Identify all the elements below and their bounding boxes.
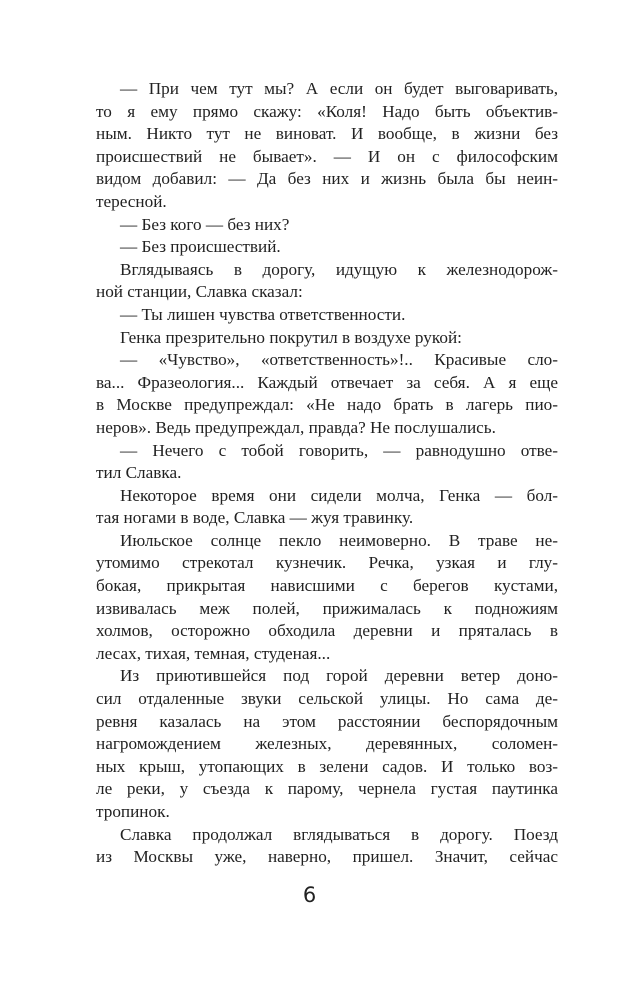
text-line: тая ногами в воде, Славка — жуя травинку.: [96, 508, 414, 528]
page-number: 6: [302, 883, 317, 907]
paragraph: [96, 214, 558, 237]
text-line: — При чем тут мы? А если он будет выговаривать,: [120, 79, 558, 98]
paragraph: [96, 259, 558, 304]
paragraph: [96, 327, 558, 350]
text-line: неров». Ведь предупреждал, правда? Не послушались.: [96, 417, 496, 437]
text-line: сил отдаленные звуки сельской улицы. Но сама де-: [96, 689, 558, 709]
paragraph: [96, 236, 558, 259]
text-line: тропинок.: [96, 802, 170, 821]
text-line: — Нечего с тобой говорить, — равнодушно отве-: [120, 440, 558, 460]
text-line: происшествий не бывает». — И он с философским: [96, 146, 558, 166]
text-line: тересной.: [96, 191, 167, 211]
text-line: — «Чувство», «ответственность»!.. Красивые сло-: [120, 350, 558, 370]
text-line: видом добавил: — Да без них и жизнь была бы неин-: [96, 169, 558, 189]
paragraph: [96, 530, 558, 666]
text-line: холмов, осторожно обходила деревни и пряталась в: [96, 621, 558, 641]
paragraph: [96, 485, 558, 530]
text-line: ва... Фразеология... Каждый отвечает за себя. А я еще: [96, 372, 558, 392]
text-line: нагромождением железных, деревянных, соломен-: [96, 734, 558, 754]
paragraph: [96, 440, 558, 485]
paragraph: [96, 349, 558, 439]
text-line: Некоторое время они сидели молча, Генка — бол-: [120, 485, 558, 505]
text-line: извивалась меж полей, прижималась к подножиям: [96, 598, 558, 618]
text-line: ных крыш, утопающих в зелени садов. И только воз-: [96, 756, 558, 776]
text-line: Июльское солнце пекло неимоверно. В траве не-: [120, 530, 558, 550]
text-line: ле реки, у съезда к парому, чернела густая паутинка: [96, 779, 558, 799]
text-line: то я ему прямо скажу: «Коля! Надо быть объектив-: [96, 101, 558, 121]
text-line: Из приютившейся под горой деревни ветер доно-: [120, 666, 558, 686]
paragraph: [96, 665, 558, 823]
page-body-text: [96, 78, 558, 869]
text-line: — Без происшествий.: [120, 237, 281, 257]
text-line: в Москве предупреждал: «Не надо брать в лагерь пио-: [96, 395, 558, 415]
text-line: — Ты лишен чувства ответственности.: [120, 304, 406, 324]
text-line: ной станции, Славка сказал:: [96, 282, 303, 302]
paragraph: [96, 304, 558, 327]
text-line: ным. Никто тут не виноват. И вообще, в жизни без: [96, 124, 558, 144]
text-line: из Москвы уже, наверно, пришел. Значит, сейчас: [96, 847, 558, 867]
text-line: бокая, прикрытая нависшими с берегов кустами,: [96, 576, 558, 596]
text-line: лесах, тихая, темная, студеная...: [96, 643, 331, 663]
text-line: Славка продолжал вглядываться в дорогу. Поезд: [120, 824, 558, 844]
paragraph: [96, 824, 558, 869]
text-line: Вглядываясь в дорогу, идущую к железнодорож-: [120, 259, 558, 279]
text-line: утомимо стрекотал кузнечик. Речка, узкая и глу-: [96, 553, 558, 573]
text-line: тил Славка.: [96, 463, 182, 483]
paragraph: [96, 78, 558, 214]
text-line: Генка презрительно покрутил в воздухе рукой:: [120, 327, 462, 347]
text-line: ревня казалась на этом расстоянии беспорядочным: [96, 711, 558, 731]
text-line: — Без кого — без них?: [120, 214, 290, 234]
